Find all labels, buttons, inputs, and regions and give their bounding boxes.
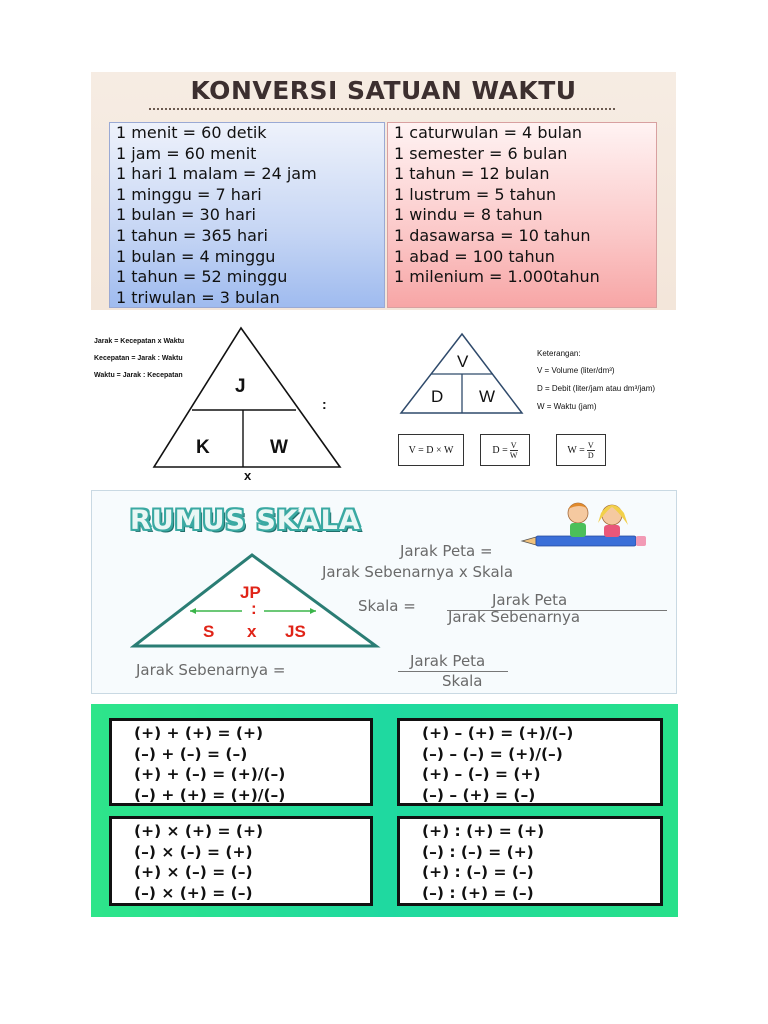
list-item: 1 triwulan = 3 bulan [116,287,280,307]
division-rules-box [397,816,663,906]
triangle-letter-w: W [270,437,288,458]
sign-rule-row: (+) × (–) = (–) [134,863,253,881]
list-item: 1 dasawarsa = 10 tahun [394,225,591,245]
sign-rule-row: (+) + (+) = (+) [134,724,264,742]
sign-rule-row: (–) : (+) = (–) [422,883,534,902]
sign-rules-card [91,704,678,917]
list-item: 1 menit = 60 detik [116,123,267,142]
list-item: 1 milenium = 1.000tahun [394,267,600,287]
scale-formula-2-denominator: Jarak Sebenarnya [448,608,581,626]
sign-rule-row: (–) – (+) = (–) [422,785,536,804]
distance-formula-2: Kecepatan = Jarak : Waktu [94,355,183,362]
formula-debit-lhs: D = [492,444,508,456]
list-item: 1 bulan = 4 minggu [116,246,276,266]
list-item: 1 bulan = 30 hari [116,205,256,225]
kids-with-pencil-illustration [518,497,653,555]
debit-letter-v: V [457,352,469,371]
list-item: 1 minggu = 7 hari [116,184,262,204]
scale-formula-1-line-1: Jarak Peta = [400,542,493,560]
fraction-numerator: V [587,440,594,450]
formula-box-waktu [556,434,606,466]
addition-rules-box [109,718,373,806]
scale-formula-3-numerator: Jarak Peta [410,652,486,670]
list-item: 1 semester = 6 bulan [394,143,568,163]
subtraction-rules-box [397,718,663,806]
fraction-denominator: D [587,450,594,460]
distance-formula-3: Waktu = Jarak : Kecepatan [94,372,183,379]
distance-formula-1: Jarak = Kecepatan x Waktu [94,338,185,345]
scale-letter-x: x [247,622,257,641]
sign-rule-row: (–) : (–) = (+) [422,842,534,861]
triangle-letter-j: J [235,376,246,397]
sign-rule-row: (+) : (–) = (–) [422,863,534,881]
formula-waktu-fraction [587,441,595,460]
fraction-denominator: W [509,450,518,460]
multiplication-rules-box [109,816,373,906]
sign-rule-row: (+) + (–) = (+)/(–) [134,765,286,783]
formula-volume: V = D × W [408,444,454,456]
scale-letter-jp: JP [240,583,261,602]
list-item: 1 tahun = 12 bulan [394,164,550,184]
list-item: 1 caturwulan = 4 bulan [394,123,583,142]
list-item: 1 tahun = 52 minggu [116,267,288,287]
sign-rule-row: (–) + (–) = (–) [134,744,248,763]
formula-debit-fraction [510,441,518,460]
sign-rule-row: (–) – (–) = (+)/(–) [422,744,563,763]
legend-title: Keterangan: [537,349,581,358]
sign-rule-row: (+) × (+) = (+) [134,822,264,840]
list-item: 1 windu = 8 tahun [394,205,543,225]
legend-item: D = Debit (liter/jam atau dm³/jam) [537,384,656,393]
sign-rule-row: (+) – (+) = (+)/(–) [422,724,574,742]
sign-rule-row: (+) : (+) = (+) [422,822,545,840]
scale-formula-3-denominator: Skala [442,672,483,690]
scale-letter-s: S [203,622,215,641]
list-item: 1 tahun = 365 hari [116,225,268,245]
sign-rule-row: (–) × (–) = (+) [134,842,253,861]
scale-divide: : [251,599,257,618]
multiply-symbol: x [244,468,252,483]
time-conversion-title: KONVERSI SATUAN WAKTU [190,76,577,105]
time-right-list [388,123,656,288]
triangle-letter-k: K [196,437,210,458]
debit-triangle [398,332,526,416]
sign-rule-row: (–) × (+) = (–) [134,883,253,902]
scale-formula-3-lhs: Jarak Sebenarnya = [136,661,286,679]
time-right-panel [387,122,657,308]
list-item: 1 hari 1 malam = 24 jam [116,164,317,184]
triangle-formulas-section [0,318,768,488]
scale-title: RUMUS SKALA [130,505,361,536]
title-dotted-divider [149,108,615,110]
sign-rule-row: (+) – (–) = (+) [422,765,541,783]
formula-box-volume [398,434,464,466]
list-item: 1 jam = 60 menit [116,143,257,163]
scale-letter-js: JS [285,622,306,641]
time-conversion-card [91,72,676,310]
scale-formula-2-lhs: Skala = [358,597,416,615]
scale-formula-card [91,490,677,694]
divide-symbol: : [322,396,327,412]
sign-rule-row: (–) + (+) = (+)/(–) [134,785,286,804]
list-item: 1 abad = 100 tahun [394,246,555,266]
time-left-panel [109,122,385,308]
formula-box-debit [480,434,530,466]
legend-item: V = Volume (liter/dm³) [537,366,615,375]
scale-formula-1-line-2: Jarak Sebenarnya x Skala [322,563,514,581]
legend-item: W = Waktu (jam) [537,402,597,411]
formula-waktu-lhs: W = [567,444,585,456]
time-left-list [110,123,384,308]
debit-letter-d: D [431,387,444,406]
scale-formula-2-numerator: Jarak Peta [492,591,568,609]
fraction-numerator: V [510,440,517,450]
list-item: 1 lustrum = 5 tahun [394,184,557,204]
debit-letter-w: W [479,387,496,406]
distance-triangle [150,326,350,471]
